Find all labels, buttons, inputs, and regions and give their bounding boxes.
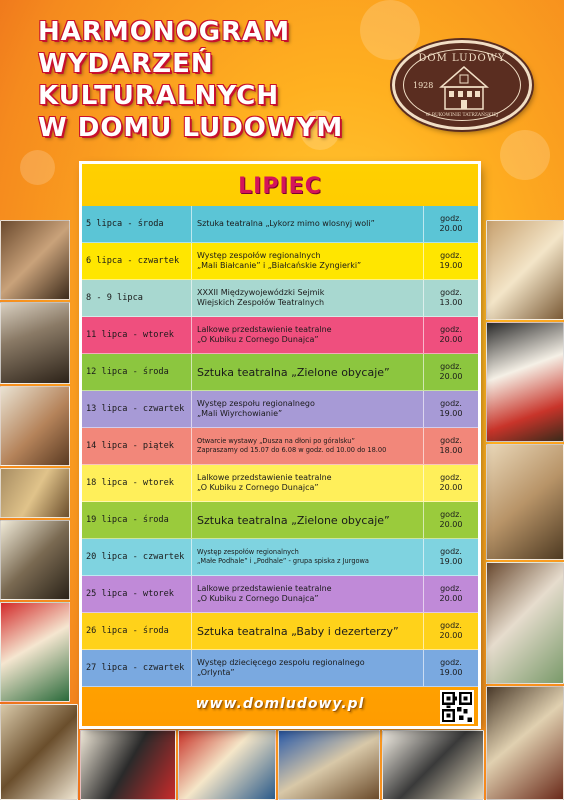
time-label: godz. (440, 214, 462, 223)
time-value: 20.00 (439, 631, 463, 640)
folk-photo (0, 704, 78, 800)
event-time (424, 502, 478, 538)
event-line: „Małe Podhale” i „Podhale” - grupa spiska z Jurgowa (197, 557, 369, 565)
event-time (424, 428, 478, 464)
event-line: Sztuka teatralna „Lykorz mimo wlosnyj woli” (197, 219, 375, 228)
event-line: „O Kubiku z Cornego Dunajca” (197, 594, 319, 603)
bokeh-circle (500, 130, 550, 180)
event-line: Lalkowe przedstawienie teatralne (197, 473, 332, 482)
event-line: „O Kubiku z Cornego Dunajca” (197, 335, 319, 344)
schedule-row (82, 317, 478, 354)
poster-title (38, 16, 378, 144)
seal-name: DOM LUDOWY (418, 53, 506, 64)
event-line: Sztuka teatralna „Zielone obycaje” (197, 513, 390, 527)
schedule-row (82, 650, 478, 687)
event-description (192, 539, 424, 575)
event-time (424, 243, 478, 279)
title-line: W DOMU LUDOWYM (38, 113, 344, 143)
folk-photo (0, 602, 70, 702)
event-date: 20 lipca - czwartek (82, 539, 192, 575)
event-description (192, 317, 424, 353)
folk-photo (486, 220, 564, 320)
folk-photo (0, 220, 70, 300)
event-time (424, 280, 478, 316)
event-line: Sztuka teatralna „Baby i dezerterzy” (197, 624, 399, 638)
schedule-row (82, 465, 478, 502)
event-time (424, 613, 478, 649)
event-time (424, 354, 478, 390)
event-time (424, 206, 478, 242)
folk-photo (486, 444, 564, 560)
schedule-row (82, 428, 478, 465)
event-date: 27 lipca - czwartek (82, 650, 192, 686)
event-description (192, 502, 424, 538)
event-date: 12 lipca - środa (82, 354, 192, 390)
time-label: godz. (440, 510, 462, 519)
time-value: 20.00 (439, 335, 463, 344)
folk-photo (0, 386, 70, 466)
event-date: 25 lipca - wtorek (82, 576, 192, 612)
event-date: 14 lipca - piątek (82, 428, 192, 464)
time-label: godz. (440, 288, 462, 297)
qr-code[interactable] (440, 690, 474, 724)
folk-photo (486, 562, 564, 684)
time-value: 19.00 (439, 668, 463, 677)
event-line: Lalkowe przedstawienie teatralne (197, 584, 332, 593)
qr-code-icon (442, 692, 472, 722)
event-line: „Mali Białcanie” i „Białcańskie Zyngierki” (197, 261, 362, 270)
event-time (424, 465, 478, 501)
folk-photo (486, 322, 564, 442)
time-value: 13.00 (439, 298, 463, 307)
time-value: 20.00 (439, 372, 463, 381)
folk-photo (178, 730, 276, 800)
schedule-row (82, 539, 478, 576)
time-label: godz. (440, 399, 462, 408)
schedule-row (82, 576, 478, 613)
schedule-row (82, 206, 478, 243)
time-label: godz. (440, 251, 462, 260)
schedule-table (82, 206, 478, 687)
event-line: Sztuka teatralna „Zielone obycaje” (197, 365, 390, 379)
event-line: XXXII Międzywojewódzki Sejmik (197, 288, 325, 297)
event-line: Występ zespołów regionalnych (197, 251, 321, 260)
event-date: 26 lipca - środa (82, 613, 192, 649)
schedule-row (82, 354, 478, 391)
time-value: 20.00 (439, 483, 463, 492)
folk-photo (382, 730, 484, 800)
event-line: Występ zespołów regionalnych (197, 548, 299, 556)
event-line: „Mali Wiyrchowianie” (197, 409, 283, 418)
event-date: 13 lipca - czwartek (82, 391, 192, 427)
event-time (424, 650, 478, 686)
time-value: 20.00 (439, 594, 463, 603)
building-icon (439, 65, 489, 111)
event-line: Wiejskich Zespołów Teatralnych (197, 298, 325, 307)
event-date: 5 lipca - środa (82, 206, 192, 242)
event-description (192, 576, 424, 612)
event-description (192, 206, 424, 242)
time-label: godz. (440, 547, 462, 556)
event-time (424, 539, 478, 575)
event-line: Występ dziecięcego zespołu regionalnego (197, 658, 365, 667)
event-line: Występ zespołu regionalnego (197, 399, 315, 408)
event-description (192, 428, 424, 464)
title-line: HARMONOGRAM (38, 17, 291, 47)
event-time (424, 391, 478, 427)
folk-photo (0, 468, 70, 518)
folk-photo (0, 302, 70, 384)
event-line: „Orlynta” (197, 668, 235, 677)
event-line: Lalkowe przedstawienie teatralne (197, 325, 332, 334)
time-label: godz. (440, 362, 462, 371)
time-value: 20.00 (439, 520, 463, 529)
schedule-row (82, 280, 478, 317)
event-description (192, 650, 424, 686)
time-label: godz. (440, 658, 462, 667)
seal-place: W BUKOWINIE TATRZAŃSKIEJ (425, 113, 499, 118)
schedule-row (82, 613, 478, 650)
event-date: 8 - 9 lipca (82, 280, 192, 316)
event-line: Zapraszamy od 15.07 do 6.08 w godz. od 10.00 do 18.00 (197, 446, 387, 454)
event-description (192, 391, 424, 427)
event-line: „O Kubiku z Cornego Dunajca” (197, 483, 319, 492)
event-description (192, 280, 424, 316)
website-link[interactable]: www.domludowy.pl (195, 696, 365, 712)
time-value: 18.00 (439, 446, 463, 455)
dom-ludowy-seal (392, 40, 532, 130)
title-line: KULTURALNYCH (38, 81, 280, 111)
schedule-row (82, 243, 478, 280)
event-line: Otwarcie wystawy „Dusza na dłoni po góralsku” (197, 437, 355, 445)
event-date: 6 lipca - czwartek (82, 243, 192, 279)
time-label: godz. (440, 584, 462, 593)
event-date: 11 lipca - wtorek (82, 317, 192, 353)
time-value: 19.00 (439, 557, 463, 566)
schedule-row (82, 502, 478, 539)
event-date: 18 lipca - wtorek (82, 465, 192, 501)
title-line: WYDARZEŃ (38, 49, 214, 79)
event-time (424, 317, 478, 353)
event-description (192, 613, 424, 649)
event-description (192, 243, 424, 279)
event-description (192, 465, 424, 501)
time-label: godz. (440, 473, 462, 482)
time-value: 20.00 (439, 224, 463, 233)
folk-photo (0, 520, 70, 600)
time-label: godz. (440, 325, 462, 334)
schedule-row (82, 391, 478, 428)
time-value: 19.00 (439, 409, 463, 418)
time-label: godz. (440, 436, 462, 445)
event-date: 19 lipca - środa (82, 502, 192, 538)
time-value: 19.00 (439, 261, 463, 270)
folk-photo (80, 730, 176, 800)
time-label: godz. (440, 621, 462, 630)
event-description (192, 354, 424, 390)
month-heading: LIPIEC (238, 174, 322, 199)
bokeh-circle (20, 150, 55, 185)
folk-photo (486, 686, 564, 800)
event-time (424, 576, 478, 612)
seal-year: 1928 (413, 81, 434, 90)
folk-photo (278, 730, 380, 800)
